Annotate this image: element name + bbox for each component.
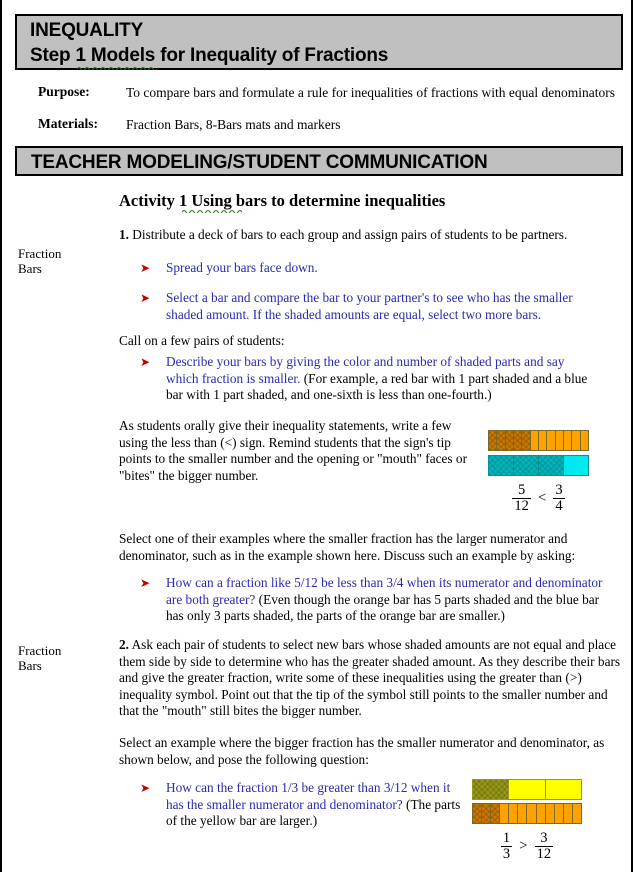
bar-segment-unshaded	[500, 804, 509, 823]
activity-heading	[119, 191, 445, 211]
bullet-text-blue: How can the fraction 1/3 be greater than 3/12 when it has the smaller numerator and denominator?	[166, 780, 451, 812]
fraction-bar-orange-12ths	[488, 430, 589, 451]
bar-segment-unshaded	[547, 431, 555, 450]
fraction-left	[512, 483, 531, 514]
title-banner-line1: INEQUALITY	[30, 20, 144, 41]
bar-segment-shaded	[473, 804, 482, 823]
fraction-numerator: 3	[540, 830, 548, 846]
bar-segment-unshaded	[537, 804, 546, 823]
bullet-item-spread-bars	[140, 260, 560, 277]
fraction-right	[553, 483, 564, 514]
bullet-text-black: (For example, a red bar with 1 part shaded and a blue bar with 1 part shaded, and one-sixth is less than one-fourth.)	[166, 370, 588, 403]
fraction-bar-yellow-3rds	[472, 779, 582, 800]
title-banner-line2-text: Step 1 Models for Inequality of Fractions	[30, 45, 389, 66]
materials-value: Fraction Bars, 8-Bars mats and markers	[126, 117, 341, 132]
paragraph-step-2	[119, 637, 624, 720]
inequality-operator: <	[537, 489, 547, 506]
fraction-numerator: 3	[555, 482, 563, 498]
inequality-operator: >	[519, 837, 528, 854]
bullet-item-question-5-12	[140, 575, 610, 625]
inequality-expression-less-than	[488, 483, 589, 514]
purpose-label: Purpose:	[38, 84, 90, 99]
bar-segment-unshaded	[564, 456, 588, 475]
bar-segment-shaded	[482, 804, 491, 823]
title-banner-line2	[30, 43, 388, 68]
bar-segment-shaded	[506, 431, 514, 450]
bar-segment-shaded	[473, 780, 509, 799]
title-banner	[15, 14, 623, 70]
margin-label-line1: Fraction	[18, 246, 62, 261]
fraction-left	[501, 831, 512, 862]
bar-segment-unshaded	[546, 804, 555, 823]
bullet-text	[166, 780, 470, 830]
paragraph-less-than-sign: As students orally give their inequality statements, write a few using the less than (<) sign. Remind students that the sign's tip points to the smaller number and the opening or "mouth" faces or "bites" the bigger number.	[119, 418, 467, 483]
bar-segment-unshaded	[564, 431, 572, 450]
arrow-bullet-icon: ➤	[140, 261, 151, 275]
bar-segment-unshaded	[527, 804, 536, 823]
bar-segment-unshaded	[581, 431, 588, 450]
paragraph-select-example-1: Select one of their examples where the smaller fraction has the larger numerator and denominator, such as in the example shown here. Discuss such an example by asking:	[119, 531, 576, 563]
bullet-item-question-1-3	[140, 780, 470, 830]
margin-label-line1: Fraction	[18, 643, 62, 658]
bar-segment-unshaded	[546, 780, 581, 799]
paragraph-step-1-text: Distribute a deck of bars to each group and assign pairs of students to be partners.	[128, 227, 568, 242]
bullet-item-describe-bars	[140, 354, 600, 404]
margin-label-fraction-bars-2	[18, 643, 61, 673]
bar-segment-shaded	[522, 431, 530, 450]
arrow-bullet-icon: ➤	[140, 291, 151, 305]
arrow-bullet-icon: ➤	[140, 355, 151, 369]
fraction-denominator: 4	[555, 498, 563, 515]
fraction-denominator: 12	[514, 498, 529, 515]
bullet-text-blue: Describe your bars by giving the color and number of shaded parts and say which fraction is smaller.	[166, 354, 565, 386]
bar-segment-shaded	[539, 456, 564, 475]
fraction-bar-orange-12ths	[472, 803, 582, 824]
bar-segment-shaded	[514, 431, 522, 450]
bullet-text	[166, 354, 600, 404]
bar-segment-unshaded	[531, 431, 539, 450]
bar-segment-unshaded	[509, 780, 545, 799]
bar-segment-shaded	[489, 456, 514, 475]
fraction-numerator: 1	[502, 830, 511, 846]
bullet-text: Spread your bars face down.	[166, 260, 318, 275]
bullet-item-select-compare	[140, 290, 580, 323]
paragraph-select-example-2: Select an example where the bigger fraction has the smaller numerator and denominator, as shown below, and pose the following question:	[119, 735, 605, 767]
purpose-value: To compare bars and formulate a rule for inequalities of fractions with equal denominators	[126, 85, 616, 100]
bar-segment-unshaded	[556, 431, 564, 450]
fraction-denominator: 12	[536, 846, 552, 863]
bullet-text: Select a bar and compare the bar to your partner's to see who has the smaller shaded amount. If the shaded amounts are equal, select two more bars.	[166, 290, 573, 322]
bar-segment-shaded	[491, 804, 500, 823]
bullet-text	[166, 575, 610, 625]
margin-label-fraction-bars-1	[18, 246, 61, 276]
paragraph-step-1	[119, 227, 619, 244]
bar-segment-unshaded	[509, 804, 518, 823]
fraction-bar-model-greater-than	[472, 779, 582, 862]
fraction-bar-teal-4ths	[488, 455, 589, 476]
fraction-bar-model-less-than	[488, 430, 589, 514]
bar-segment-unshaded	[564, 804, 573, 823]
section-banner	[15, 146, 623, 176]
spellcheck-squiggle-icon	[182, 209, 242, 213]
bar-segment-unshaded	[539, 431, 547, 450]
bar-segment-shaded	[497, 431, 505, 450]
section-banner-label: TEACHER MODELING/STUDENT COMMUNICATION	[31, 152, 488, 173]
bar-segment-unshaded	[555, 804, 564, 823]
materials-label: Materials:	[38, 116, 98, 131]
bar-segment-unshaded	[518, 804, 527, 823]
fraction-numerator: 5	[518, 482, 526, 498]
arrow-bullet-icon: ➤	[140, 576, 151, 590]
step-number-1: 1.	[119, 227, 129, 242]
bullet-text-blue: How can a fraction like 5/12 be less than 3/4 when its numerator and denominator are both greater?	[166, 575, 603, 607]
activity-heading-text: Activity 1 Using bars to determine inequalities	[119, 191, 446, 210]
bullet-text-black: (The parts of the yellow bar are larger.)	[166, 796, 461, 829]
bar-segment-shaded	[514, 456, 539, 475]
fraction-right	[535, 831, 554, 862]
inequality-expression-greater-than	[472, 831, 582, 862]
margin-label-line2: Bars	[18, 261, 42, 276]
fraction-denominator: 3	[502, 846, 511, 863]
spellcheck-squiggle-icon	[77, 66, 157, 70]
bar-segment-unshaded	[573, 804, 581, 823]
paragraph-step-2-text: Ask each pair of students to select new bars whose shaded amounts are not equal and place them side by side to determine who has the greater shaded amount. As they describe their bars and give the greater fraction, write some of these inequalities using the greater than (>) inequality symbol. Point out that the tip of the symbol still points to the smaller number and that the "mouth" still bites the bigger number.	[119, 637, 621, 719]
paragraph-call-on-pairs: Call on a few pairs of students:	[119, 333, 285, 348]
arrow-bullet-icon: ➤	[140, 781, 151, 795]
bar-segment-shaded	[489, 431, 497, 450]
bullet-text-black: (Even though the orange bar has 5 parts shaded and the blue bar has only 3 parts shaded, the parts of the orange bar are smaller.)	[166, 591, 600, 624]
step-number-2: 2.	[119, 637, 129, 652]
margin-label-line2: Bars	[18, 658, 42, 673]
bar-segment-unshaded	[572, 431, 580, 450]
